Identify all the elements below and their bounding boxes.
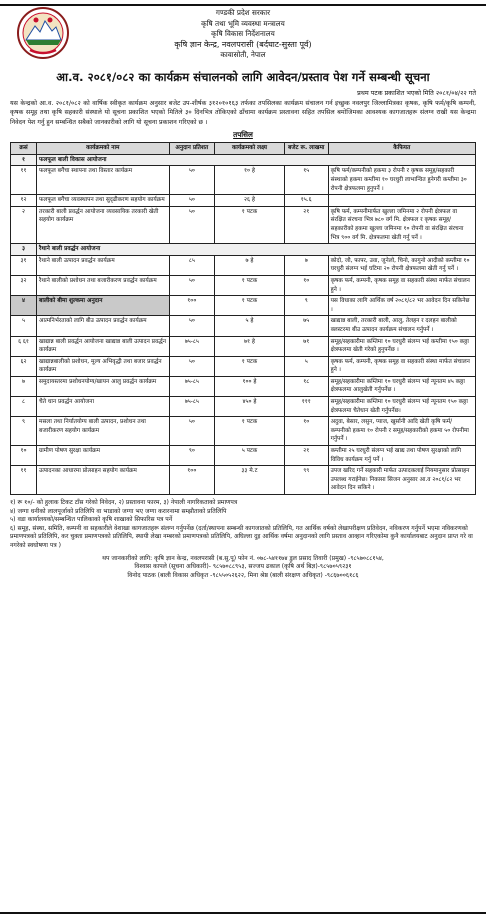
cell-remark: कोदो, जौ, फापर, उवा, जुनेलो, चिनो, कागुनो आदीको कम्तीमा १० घरधुरी संलग्न भई घटिमा २० रोपनी क्षेत्रफलमा खेती गर्नु पर्ने । xyxy=(328,255,475,275)
cell-program: आत्मनिर्भरताको लागि बीउ उत्पादन प्रवर्द्धन कार्यक्रम xyxy=(37,316,170,336)
table-row xyxy=(11,417,476,446)
cell-grant: ५० xyxy=(169,195,215,207)
table-section-row xyxy=(11,244,476,256)
table-row xyxy=(11,255,476,275)
cell-sn: १० xyxy=(11,446,37,466)
contact-line: विनोद पाठक (बाली विकास अधिकृत -९८५५०५२६२२, मिना श्रेष्ठ (बाली संरक्षण अधिकृत) -९८६७००६१८६ xyxy=(127,572,359,580)
table-row xyxy=(11,296,476,316)
cell-grant: १०० xyxy=(169,466,215,495)
header-government: गण्डकी प्रदेश सरकार xyxy=(215,8,271,17)
cell-section-title: रैथाने बाली प्रवर्द्धन आयोजना xyxy=(37,244,476,256)
note-line: ४) जग्गा धनीको लालपूर्जाको प्रतिलिपि वा भाडाको जग्गा भए जग्गा करारनामा सम्झौताको प्रतिलिपि xyxy=(10,507,227,515)
cell-section-title: फलफूल बाली विकास आयोजना xyxy=(37,154,476,166)
cell-grant: ९० xyxy=(169,446,215,466)
cell-sn: १२ xyxy=(11,195,37,207)
header-directorate: कृषि विकास निर्देशनालय xyxy=(211,29,275,38)
cell-target: ५ पटक xyxy=(215,446,285,466)
cell-sn: ६ ६१ xyxy=(11,336,37,356)
col-header-remarks: कैफियत xyxy=(328,143,475,155)
cell-sn: २ xyxy=(11,206,37,243)
cell-remark xyxy=(328,195,475,207)
cell-budget: २१ xyxy=(284,446,328,466)
cell-budget: १० xyxy=(284,417,328,446)
cell-remark: खाद्यान्न बाली, तरकारी बाली, आलु, तेलहन र दलहन बालीको क्लस्टरमा बीउ उत्पादन कार्यक्रम संचालन गर्नुपर्ने । xyxy=(328,316,475,336)
cell-grant: ५० xyxy=(169,316,215,336)
cell-remark: कम्तीमा २५ घरधुरी संलग्न भई खाद्य तथा पोषण सुरक्षाको लागि विविध कार्यक्रम गर्नु पर्ने । xyxy=(328,446,475,466)
header-address: कावासोती, नेपाल xyxy=(220,50,266,59)
cell-program: समुदायस्तरमा प्रशोधनयोग्य/खायन आलु प्रवर्द्धन कार्यक्रम xyxy=(37,376,170,396)
cell-sn: ४ xyxy=(11,296,37,316)
cell-budget: १११ xyxy=(284,397,328,417)
cell-grant: १०० xyxy=(169,296,215,316)
cell-sn: ८ xyxy=(11,397,37,417)
cell-grant: ८५ xyxy=(169,255,215,275)
cell-program: तरकारी बाली प्रवर्द्धन आयोजना व्यवसायिक तरकारी खेती सहयोग कार्यक्रम xyxy=(37,206,170,243)
contact-line: थप जानकारीको लागि: कृषि ज्ञान केन्द्र, नवलपरासी (ब.सु.पू) फोन नं. ०७८-५४११७४ डुल प्रसाद तिवारी (प्रमुख) -९८५७०८८१५४, xyxy=(102,554,384,562)
cell-sn: ६२ xyxy=(11,356,37,376)
cell-remark: अदुवा, बेसार, लसुन, प्याज, खुर्सानी आदि खेती कृषि फर्म/ कम्पनीको हकमा १० रोपनी र समूह/सहकारीको हकमा ५० रोपनीमा गर्नुपर्ने । xyxy=(328,417,475,446)
cell-program: चैते धान प्रवर्द्धन आयोजना xyxy=(37,397,170,417)
cell-target: १ पटक xyxy=(215,356,285,376)
cell-remark: समूह/सहकारीमा कम्तिमा १० घरधुरी संलग्न भई न्यूनतम ४५ कठ्ठा क्षेत्रफलमा आलुखेती गर्नुपर्नेछ । xyxy=(328,376,475,396)
table-section-row xyxy=(11,154,476,166)
cell-sn: ३ xyxy=(11,244,37,256)
cell-budget: ९९ xyxy=(284,466,328,495)
col-header-program: कार्यक्रमको नाम xyxy=(37,143,170,155)
cell-remark: यस विधाका लागि आर्थिक वर्ष २०८१/८२ भर आवेदन दिन सकिनेछ । xyxy=(328,296,475,316)
note-line: ६) समूह, संस्था, समिति, कम्पनी वा सहकारीले वेशाखा कागजातहरू संलग्न गर्नुपर्नेछ (दर्ता/स्थापना सम्बन्धी कागजातको प्रतिलिपि, गत आर्थिक वर्षको लेखापरीक्षण प्रतिवेदन, नविकरण गर्नुपर्ने भएमा नविकरणको प्रमाणपत्रको प्रतिलिपि, कर चुक्ता प्रमाणपत्रको प्रतिलिपि, स्थायी लेखा नम्बरको प्रमाणपत्रको प्रतिलिपि, अघिल्ला दुइ आर्थिक वर्षमा अनुदानको लागि प्रस्ताव आव्हान गरिएकोमा कुनै कार्यालयबाट अनुदान प्राप्त गरे वा नगरेको स्वघोषणा पत्र ) xyxy=(10,524,473,549)
cell-program: फलफूल बगैंचा व्यवस्थापन तथा सुदृढीकरण सहयोग कार्यक्रम xyxy=(37,195,170,207)
cell-sn: ३१ xyxy=(11,255,37,275)
cell-budget: १८ xyxy=(284,376,328,396)
cell-target: ४५० हे xyxy=(215,397,285,417)
col-header-target: कार्यक्रमको लक्ष्य xyxy=(215,143,285,155)
cell-target: १० हे xyxy=(215,166,285,195)
cell-budget: ५ xyxy=(284,356,328,376)
cell-program: रैथाने बालीको प्रशोधन तथा बजारीकरण प्रवर्द्धन कार्यक्रम xyxy=(37,275,170,295)
cell-grant: ५० xyxy=(169,206,215,243)
table-row xyxy=(11,206,476,243)
program-table xyxy=(10,142,476,495)
cell-target: १ पटक xyxy=(215,417,285,446)
cell-budget: ७५ xyxy=(284,316,328,336)
cell-grant: ५० xyxy=(169,275,215,295)
header-ministry: कृषि तथा भूमि व्यवस्था मन्त्रालय xyxy=(201,18,285,28)
intro-paragraph: यस केन्द्रको आ.व. २०८१/०८२ को वार्षिक स्वीकृत कार्यक्रम अनुसार बजेट उप-शीर्षक ३१२०१०१६३ तर्फका तपसिलका कार्यक्रम संचालन गर्न इच्छुक नवलपुर जिल्लामित्रका कृषक, कृषि फर्म/कृषि कम्पनी, कृषक समूह तथा कृषि सहकारी संस्थाले यो सूचना प्रकाशित भएको मितिले ३० दिनभित्र तोकिएको ढाँचामा कार्यक्रम प्रस्तावना सहित तपसिल बमोजिमका आवश्यक कागजातहरू संलग्न राखी यस केन्द्रमा निवेदन पेश गर्नु हुन सम्बन्धित सबैको जानकारीको लागि यो सूचना प्रकाशन गरिएको छ । xyxy=(10,100,476,126)
contact-line: विश्वास कापले (सूचना अधिकारी)- ९८५७०८८९५३, सज्जय ढकाल (कृषि अर्थ बिज्ञ)-९८५७०५९२३१ xyxy=(134,563,352,571)
table-caption: तपसिल xyxy=(233,130,253,140)
cell-program: रैथाने बाली उत्पादन प्रवर्द्धन कार्यक्रम xyxy=(37,255,170,275)
cell-target: ३३ मे.ट xyxy=(215,466,285,495)
cell-program: बालीको बीमा शुल्कमा अनुदान xyxy=(37,296,170,316)
cell-target: ७१ हे xyxy=(215,336,285,356)
table-header-row xyxy=(11,143,476,155)
cell-remark: कृषि फर्म, कम्पनीमार्फत खुल्ला जमिनमा २ रोपनी क्षेत्रफल वा संरक्षित संरचना भित्र ७८० वर्ग मि. क्षेत्रफल र कृषक समूह/सहकारीको हकमा खुल्ला जमिनमा १० रोपनी वा संरक्षित संरचना भित्र ९०० वर्ग मि. क्षेत्रफलमा खेती गर्नु पर्ने । xyxy=(328,206,475,243)
table-row xyxy=(11,397,476,417)
col-header-sn: क्रसं xyxy=(11,143,37,155)
cell-program: खाद्यान्नबालीको प्रशोधन, मूल्य अभिवृद्धी तथा बजार प्रवर्द्धन कार्यक्रम xyxy=(37,356,170,376)
header-office: कृषि ज्ञान केन्द्र, नवलपरासी (बर्दघाट-सुस्ता पूर्व) xyxy=(174,39,312,49)
col-header-budget: बजेट रू. लाखमा xyxy=(284,143,328,155)
table-row xyxy=(11,336,476,356)
cell-target: ५ हे xyxy=(215,316,285,336)
cell-budget: १५ xyxy=(284,166,328,195)
cell-budget: ७ xyxy=(284,255,328,275)
table-row xyxy=(11,446,476,466)
cell-sn: ११ xyxy=(11,166,37,195)
cell-target: १ पटक xyxy=(215,206,285,243)
cell-sn: ५ xyxy=(11,316,37,336)
cell-target: ७ हे xyxy=(215,255,285,275)
table-row xyxy=(11,356,476,376)
cell-program: खाद्यान्न बाली प्रवर्द्धन आयोजना खाद्यान्न बाली उत्पादन प्रवर्द्धन कार्यक्रम xyxy=(37,336,170,356)
notice-page xyxy=(0,4,486,914)
cell-remark: समूह/सहकारीमा कम्तिमा १० घरधुरी संलग्न भई न्यूनतम १५० कठ्ठा क्षेत्रफलमा चैतेधान खेती गर्नुपर्नेछ। xyxy=(328,397,475,417)
note-line: १) रू १०/- को हुलाक टिकट टाँस गरेको निवेदन, २) प्रस्तावना फारम, ३) नेपाली नागरिकताको प्रमाणपत्र xyxy=(10,499,238,506)
cell-remark: समूह/सहकारीमा कम्तिमा १० घरधुरी संलग्न भई कम्तीमा १५० कठ्ठा क्षेत्रफलमा खेती गरेको हुनुपर्नेछ । xyxy=(328,336,475,356)
cell-budget: ९ xyxy=(284,296,328,316)
cell-grant: ५० xyxy=(169,166,215,195)
cell-sn: ३२ xyxy=(11,275,37,295)
cell-remark: कृषक फर्म, कम्पनी, कृषक समूह वा सहकारी संस्था मार्फत संचालन हुने । xyxy=(328,275,475,295)
note-line: ५) वडा कार्यालयको/सम्बन्धित पालिकाको कृषि शाखाको सिफारिस पत्र पर्ने xyxy=(10,516,173,524)
table-body xyxy=(11,154,476,494)
cell-target: १ पटक xyxy=(215,296,285,316)
table-row xyxy=(11,316,476,336)
cell-remark: कृषि फर्म/कम्पनीको हकमा ३ रोपनी र कृषक समूह/सहकारी संस्थाको हकमा कम्तीमा १० घरधुरी लाभान्वित हुनेगरी कम्तीमा ३० रोपनी क्षेत्रफलमा हुनुपर्ने । xyxy=(328,166,475,195)
cell-program: उत्पादनका आधारमा प्रोत्साहन सहयोग कार्यक्रम xyxy=(37,466,170,495)
cell-sn: ७ xyxy=(11,376,37,396)
cell-target: १०० हे xyxy=(215,376,285,396)
table-row xyxy=(11,376,476,396)
col-header-grant: अनुदान प्रतिशत xyxy=(169,143,215,155)
cell-sn: ११ xyxy=(11,466,37,495)
cell-grant: ५० xyxy=(169,356,215,376)
cell-remark: उपज खरिद गर्ने सहकारी मार्फत उत्पादकलाई नियमानुसार प्रोत्साहन उपलब्ध गराईनेछ। निकासा सिजन अनुसार आ.व २०८१/८२ भर आवेदन दिन सकिने । xyxy=(328,466,475,495)
cell-target: १ पटक xyxy=(215,275,285,295)
cell-budget: १० xyxy=(284,275,328,295)
office-header xyxy=(10,4,476,68)
cell-budget: १५.६ xyxy=(284,195,328,207)
notice-title: आ.व. २०८१/०८२ का कार्यक्रम संचालनको लागि आवेदन/प्रस्ताव पेश गर्ने सम्बन्धी सूचना xyxy=(56,70,430,84)
contact-info xyxy=(10,555,476,581)
cell-grant: ७५-८५ xyxy=(169,336,215,356)
cell-sn: १ xyxy=(11,154,37,166)
table-row xyxy=(11,275,476,295)
cell-remark: कृषक फर्म, कम्पनी, कृषक समूह वा सहकारी संस्था मार्फत संचालन हुने । xyxy=(328,356,475,376)
cell-grant: ७५-८५ xyxy=(169,376,215,396)
table-row xyxy=(11,195,476,207)
cell-budget: २१ xyxy=(284,206,328,243)
cell-grant: ७५-८५ xyxy=(169,397,215,417)
cell-program: ग्रामीण पोषण सुरक्षा कार्यक्रम xyxy=(37,446,170,466)
required-documents xyxy=(10,499,476,551)
cell-target: २६ हे xyxy=(215,195,285,207)
cell-sn: ९ xyxy=(11,417,37,446)
cell-budget: ७१ xyxy=(284,336,328,356)
table-row xyxy=(11,166,476,195)
published-date: प्रथम पटक प्रकाशित भएको मिति २०८१/०४/२२ गते xyxy=(357,89,476,97)
cell-grant: ५० xyxy=(169,417,215,446)
cell-program: मसला तथा निर्यातयोग्य बाली उत्पादन, प्रशोधन तथा बजारीकरण सहयोग कार्यक्रम xyxy=(37,417,170,446)
cell-program: फलफूल बगैंचा स्थापना तथा विस्तार कार्यक्रम xyxy=(37,166,170,195)
table-row xyxy=(11,466,476,495)
